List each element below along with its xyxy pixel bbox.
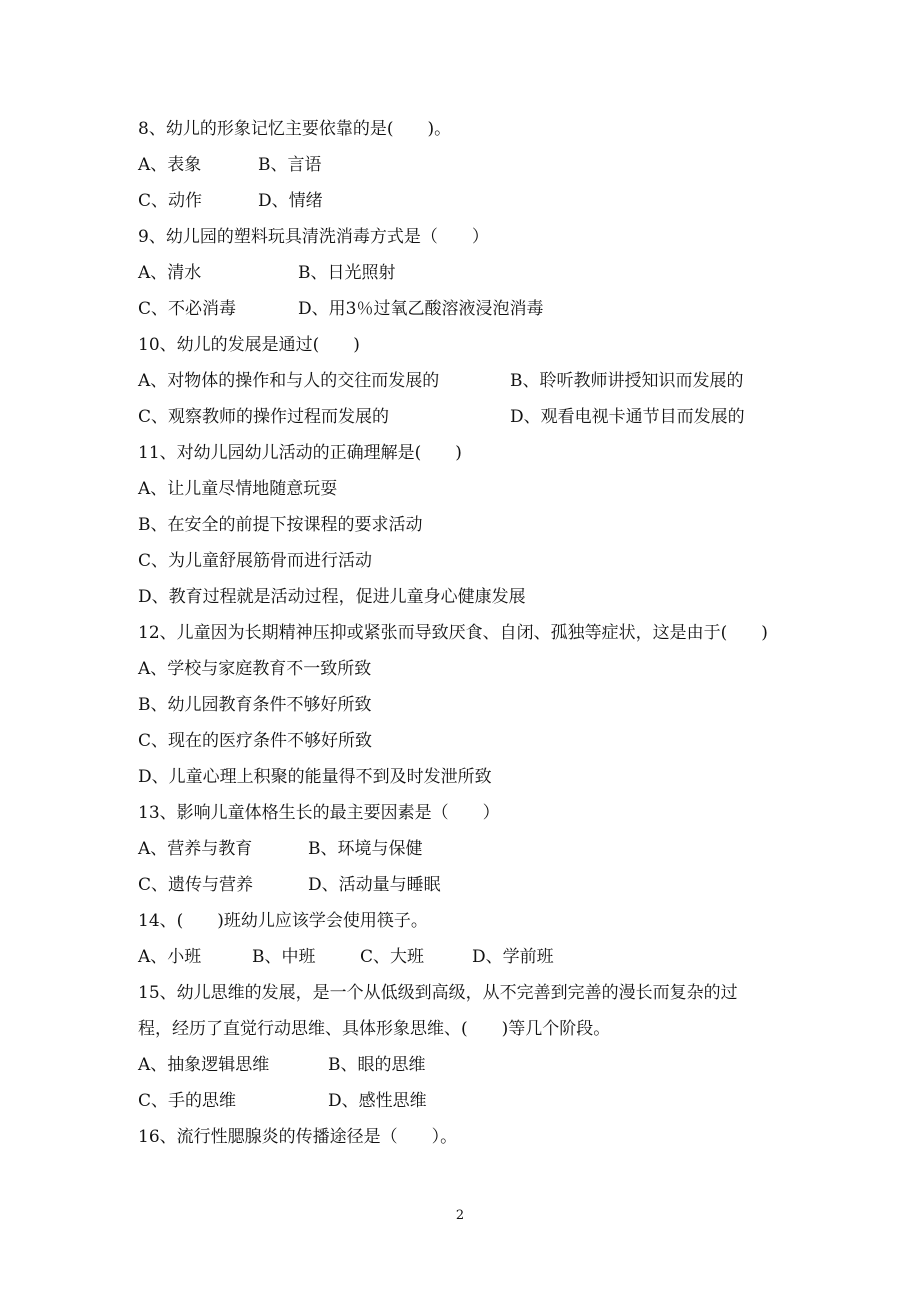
option-row: D、儿童心理上积聚的能量得不到及时发泄所致: [138, 767, 492, 787]
option-item: A、对物体的操作和与人的交往而发展的: [138, 371, 440, 391]
option-item: C、动作: [138, 191, 203, 211]
option-item: B、环境与保健: [308, 839, 423, 859]
option-item: C、遗传与营养: [138, 875, 254, 895]
option-item: B、言语: [258, 155, 322, 175]
option-item: A、表象: [138, 155, 202, 175]
question-stem: 8、幼儿的形象记忆主要依靠的是( )。: [138, 119, 452, 139]
option-item: C、观察教师的操作过程而发展的: [138, 407, 390, 427]
option-row: B、幼儿园教育条件不够好所致: [138, 695, 372, 715]
option-item: A、清水: [138, 263, 202, 283]
question-stem: 14、( )班幼儿应该学会使用筷子。: [138, 911, 428, 931]
question-stem: 11、对幼儿园幼儿活动的正确理解是( ): [138, 443, 462, 463]
question-stem: 16、流行性腮腺炎的传播途径是（ ）。: [138, 1127, 458, 1147]
option-item: D、观看电视卡通节目而发展的: [510, 407, 745, 427]
option-item: B、日光照射: [298, 263, 396, 283]
option-item: D、情绪: [258, 191, 323, 211]
option-item: C、不必消毒: [138, 299, 237, 319]
option-item: B、聆听教师讲授知识而发展的: [510, 371, 744, 391]
option-row: A、让儿童尽情地随意玩耍: [138, 479, 338, 499]
question-stem: 10、幼儿的发展是通过( ): [138, 335, 360, 355]
option-item: C、手的思维: [138, 1091, 237, 1111]
question-stem: 15、幼儿思维的发展，是一个从低级到高级，从不完善到完善的漫长而复杂的过: [138, 983, 738, 1003]
option-item: A、小班: [138, 947, 202, 967]
option-item: A、营养与教育: [138, 839, 253, 859]
option-item: A、抽象逻辑思维: [138, 1055, 270, 1075]
option-row: B、在安全的前提下按课程的要求活动: [138, 515, 423, 535]
option-item: B、眼的思维: [328, 1055, 426, 1075]
option-row: C、为儿童舒展筋骨而进行活动: [138, 551, 373, 571]
option-row: D、教育过程就是活动过程，促进儿童身心健康发展: [138, 587, 526, 607]
option-item: B、中班: [252, 947, 316, 967]
option-row: C、现在的医疗条件不够好所致: [138, 731, 373, 751]
option-item: C、大班: [360, 947, 425, 967]
option-item: D、学前班: [472, 947, 554, 967]
question-stem: 程，经历了直觉行动思维、具体形象思维、( )等几个阶段。: [138, 1019, 611, 1039]
option-row: A、学校与家庭教育不一致所致: [138, 659, 372, 679]
question-stem: 12、儿童因为长期精神压抑或紧张而导致厌食、自闭、孤独等症状，这是由于( ): [138, 623, 768, 643]
option-item: D、感性思维: [328, 1091, 427, 1111]
question-stem: 13、影响儿童体格生长的最主要因素是（ ）: [138, 803, 500, 823]
option-item: D、活动量与睡眠: [308, 875, 441, 895]
question-stem: 9、幼儿园的塑料玩具清洗消毒方式是（ ）: [138, 227, 489, 247]
option-item: D、用3％过氧乙酸溶液浸泡消毒: [298, 299, 544, 319]
page-number: 2: [455, 1208, 465, 1223]
